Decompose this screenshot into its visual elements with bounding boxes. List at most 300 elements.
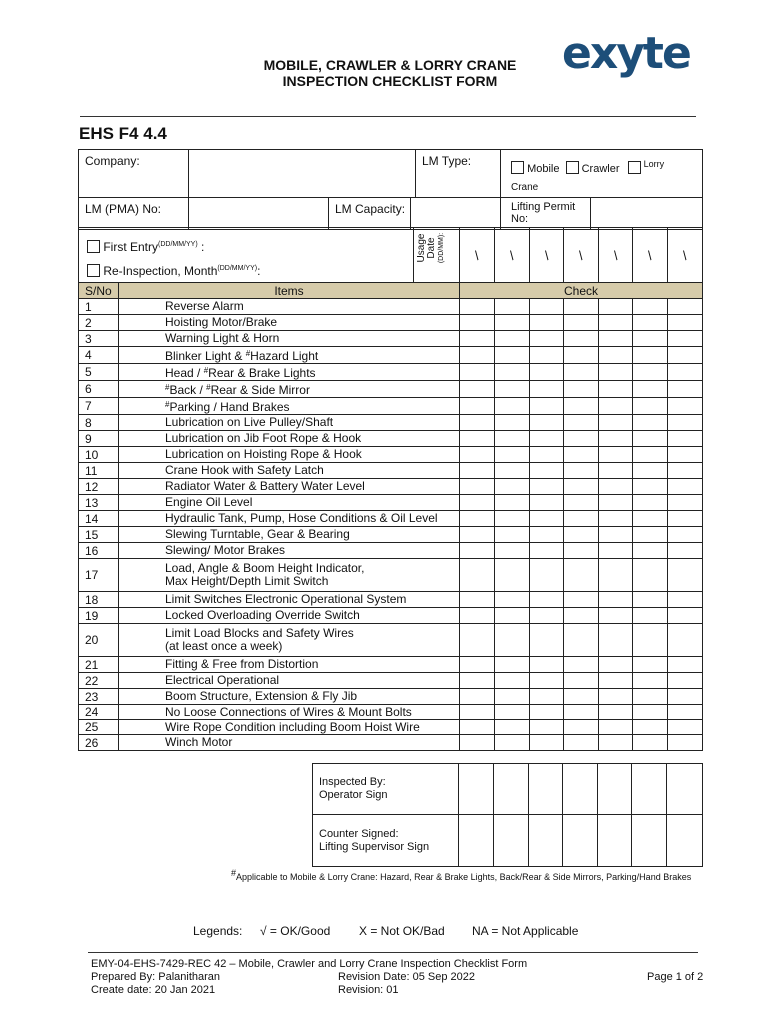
item-text: [119, 364, 460, 381]
check-cell[interactable]: [460, 673, 495, 689]
signature-cell[interactable]: [632, 764, 667, 815]
item-text: [119, 511, 460, 527]
prepared-by: Prepared By: Palanitharan: [91, 971, 221, 983]
check-cell[interactable]: [530, 347, 564, 364]
check-cell[interactable]: [599, 347, 633, 364]
usage-date-cell[interactable]: [460, 228, 495, 283]
checklist-row: [79, 689, 703, 705]
signature-cell[interactable]: [494, 815, 529, 867]
signature-cell[interactable]: [459, 815, 494, 867]
check-cell[interactable]: [460, 364, 495, 381]
check-cell[interactable]: [460, 735, 495, 751]
signature-cell[interactable]: [598, 764, 632, 815]
check-cell[interactable]: [495, 331, 530, 347]
item-number: 7: [79, 398, 119, 415]
mobile-option-label: Mobile: [527, 163, 560, 175]
check-cell[interactable]: [530, 735, 564, 751]
check-cell[interactable]: [530, 447, 564, 463]
check-cell[interactable]: [495, 624, 530, 657]
check-cell[interactable]: [564, 315, 599, 331]
check-cell[interactable]: [564, 415, 599, 431]
check-cell[interactable]: [633, 705, 668, 720]
item-text-line: Reverse Alarm: [165, 299, 244, 313]
check-cell[interactable]: [495, 705, 530, 720]
usage-date-slash: /: [541, 247, 552, 263]
check-cell[interactable]: [564, 479, 599, 495]
item-text-line: Fitting & Free from Distortion: [165, 657, 319, 671]
item-text: [119, 608, 460, 624]
check-cell[interactable]: [460, 398, 495, 415]
item-text-line: Hydraulic Tank, Pump, Hose Conditions & Oil Level: [165, 511, 438, 525]
check-cell[interactable]: [564, 592, 599, 608]
check-cell[interactable]: [668, 543, 703, 559]
checklist-row: [79, 527, 703, 543]
item-number: 24: [79, 705, 119, 720]
first-entry-label: First Entry: [103, 240, 159, 254]
check-cell[interactable]: [633, 463, 668, 479]
check-cell[interactable]: [530, 299, 564, 315]
item-number: 14: [79, 511, 119, 527]
check-cell[interactable]: [633, 720, 668, 735]
item-text: [119, 398, 460, 415]
check-cell[interactable]: [564, 331, 599, 347]
check-cell[interactable]: [460, 608, 495, 624]
check-cell[interactable]: [564, 735, 599, 751]
check-cell[interactable]: [495, 689, 530, 705]
signature-cell[interactable]: [494, 764, 529, 815]
sno-header: S/No: [79, 283, 119, 299]
note-mark: #: [231, 868, 237, 878]
check-cell[interactable]: [530, 495, 564, 511]
check-cell[interactable]: [633, 689, 668, 705]
usage-date-cell[interactable]: [668, 228, 703, 283]
check-cell[interactable]: [530, 398, 564, 415]
signature-cell[interactable]: [529, 764, 563, 815]
check-cell[interactable]: [633, 559, 668, 592]
crane-option-label: Crane: [511, 182, 539, 193]
item-number: 22: [79, 673, 119, 689]
check-cell[interactable]: [530, 705, 564, 720]
check-cell[interactable]: [530, 415, 564, 431]
check-cell[interactable]: [599, 415, 633, 431]
check-cell[interactable]: [599, 559, 633, 592]
check-cell[interactable]: [564, 495, 599, 511]
check-cell[interactable]: [460, 705, 495, 720]
check-cell[interactable]: [599, 735, 633, 751]
check-cell[interactable]: [495, 592, 530, 608]
check-cell[interactable]: [530, 673, 564, 689]
check-cell[interactable]: [633, 527, 668, 543]
check-cell[interactable]: [564, 299, 599, 315]
capacity-cell: [329, 198, 501, 230]
check-cell[interactable]: [668, 381, 703, 398]
check-cell[interactable]: [564, 431, 599, 447]
check-cell[interactable]: [460, 689, 495, 705]
signature-cell[interactable]: [632, 815, 667, 867]
item-text-line: Lubrication on Jib Foot Rope & Hook: [165, 431, 362, 445]
check-cell[interactable]: [530, 364, 564, 381]
check-cell[interactable]: [599, 299, 633, 315]
usage-date-cell[interactable]: [599, 228, 633, 283]
info-table: [78, 149, 703, 230]
check-cell[interactable]: [668, 415, 703, 431]
check-cell[interactable]: [633, 415, 668, 431]
check-cell[interactable]: [633, 543, 668, 559]
check-cell[interactable]: [599, 673, 633, 689]
checklist-row: [79, 673, 703, 689]
check-cell[interactable]: [633, 447, 668, 463]
check-cell[interactable]: [460, 479, 495, 495]
doc-reference: EMY-04-EHS-7429-REC 42 – Mobile, Crawler and Lorry Crane Inspection Checklist Form: [91, 958, 528, 970]
usage-date-slash: /: [644, 247, 656, 263]
item-text: [119, 299, 460, 315]
form-title-line2: INSPECTION CHECKLIST FORM: [282, 73, 498, 89]
check-cell[interactable]: [564, 463, 599, 479]
check-cell[interactable]: [633, 398, 668, 415]
check-cell[interactable]: [633, 381, 668, 398]
usage-date-cell[interactable]: [564, 228, 599, 283]
item-number: 6: [79, 381, 119, 398]
item-number: 12: [79, 479, 119, 495]
item-text-line: Head / #Rear & Brake Lights: [165, 366, 316, 380]
date-format-text: (DD/MM):: [438, 232, 446, 264]
header-divider: [80, 116, 696, 117]
check-cell[interactable]: [495, 527, 530, 543]
check-cell[interactable]: [460, 315, 495, 331]
crawler-checkbox[interactable]: [566, 161, 579, 174]
check-cell[interactable]: [495, 415, 530, 431]
check-cell[interactable]: [668, 495, 703, 511]
legend-not-ok: X = Not OK/Bad: [359, 924, 445, 938]
signature-cell[interactable]: [667, 815, 703, 867]
check-cell[interactable]: [599, 331, 633, 347]
permit-field[interactable]: [591, 198, 703, 230]
check-cell[interactable]: [460, 657, 495, 673]
check-cell[interactable]: [530, 543, 564, 559]
check-cell[interactable]: [668, 689, 703, 705]
check-cell[interactable]: [668, 398, 703, 415]
checklist-row: [79, 657, 703, 673]
form-code: EHS F4 4.4: [79, 124, 167, 143]
item-number: 13: [79, 495, 119, 511]
item-number: 2: [79, 315, 119, 331]
check-cell[interactable]: [530, 463, 564, 479]
item-number: 9: [79, 431, 119, 447]
checklist-table: [78, 227, 703, 751]
check-cell[interactable]: [460, 495, 495, 511]
check-cell[interactable]: [495, 479, 530, 495]
check-cell[interactable]: [599, 495, 633, 511]
check-cell[interactable]: [530, 689, 564, 705]
checklist-row: [79, 720, 703, 735]
check-cell[interactable]: [564, 543, 599, 559]
item-number: 19: [79, 608, 119, 624]
check-cell[interactable]: [564, 364, 599, 381]
lorry-checkbox[interactable]: [628, 161, 641, 174]
company-field[interactable]: [189, 150, 416, 198]
applicability-note: [231, 868, 691, 882]
check-cell[interactable]: [530, 511, 564, 527]
item-text-line: Wire Rope Condition including Boom Hoist Wire: [165, 719, 420, 734]
check-cell[interactable]: [530, 527, 564, 543]
check-cell[interactable]: [599, 511, 633, 527]
check-cell[interactable]: [599, 315, 633, 331]
check-cell[interactable]: [668, 608, 703, 624]
check-cell[interactable]: [633, 657, 668, 673]
checklist-row: [79, 511, 703, 527]
check-cell[interactable]: [668, 720, 703, 735]
usage-date-slash: /: [679, 247, 691, 263]
check-cell[interactable]: [564, 511, 599, 527]
check-cell[interactable]: [633, 624, 668, 657]
check-cell[interactable]: [495, 511, 530, 527]
create-date: Create date: 20 Jan 2021: [91, 984, 216, 996]
checklist-row: [79, 608, 703, 624]
check-cell[interactable]: [495, 657, 530, 673]
item-text-line: Limit Load Blocks and Safety Wires: [165, 626, 354, 640]
check-cell[interactable]: [599, 431, 633, 447]
check-cell[interactable]: [460, 624, 495, 657]
usage-date-cell[interactable]: [495, 228, 530, 283]
check-cell[interactable]: [668, 331, 703, 347]
check-cell[interactable]: [599, 463, 633, 479]
check-cell[interactable]: [495, 299, 530, 315]
item-text-line: Electrical Operational: [165, 673, 280, 687]
check-cell[interactable]: [460, 331, 495, 347]
check-cell[interactable]: [599, 592, 633, 608]
check-cell[interactable]: [599, 624, 633, 657]
check-cell[interactable]: [564, 624, 599, 657]
check-cell[interactable]: [460, 447, 495, 463]
check-cell[interactable]: [668, 347, 703, 364]
check-cell[interactable]: [599, 705, 633, 720]
signature-cell[interactable]: [563, 815, 598, 867]
check-cell[interactable]: [599, 608, 633, 624]
check-cell[interactable]: [668, 705, 703, 720]
check-cell[interactable]: [530, 657, 564, 673]
check-cell[interactable]: [633, 608, 668, 624]
check-cell[interactable]: [460, 299, 495, 315]
check-cell[interactable]: [495, 364, 530, 381]
check-cell[interactable]: [633, 347, 668, 364]
check-cell[interactable]: [668, 673, 703, 689]
check-cell[interactable]: [633, 479, 668, 495]
check-cell[interactable]: [460, 511, 495, 527]
capacity-field[interactable]: [411, 198, 500, 229]
item-number: 4: [79, 347, 119, 364]
check-cell[interactable]: [495, 559, 530, 592]
check-cell[interactable]: [599, 447, 633, 463]
check-cell[interactable]: [668, 479, 703, 495]
check-cell[interactable]: [495, 495, 530, 511]
check-cell[interactable]: [530, 624, 564, 657]
check-cell[interactable]: [460, 463, 495, 479]
check-cell[interactable]: [633, 673, 668, 689]
check-cell[interactable]: [530, 608, 564, 624]
check-cell[interactable]: [460, 347, 495, 364]
check-cell[interactable]: [495, 315, 530, 331]
check-cell[interactable]: [633, 364, 668, 381]
mobile-checkbox[interactable]: [511, 161, 524, 174]
item-number: 10: [79, 447, 119, 463]
check-cell[interactable]: [668, 299, 703, 315]
check-cell[interactable]: [495, 608, 530, 624]
signature-cell[interactable]: [667, 764, 703, 815]
crawler-option-label: Crawler: [581, 163, 620, 175]
check-cell[interactable]: [495, 347, 530, 364]
item-text-line: Radiator Water & Battery Water Level: [165, 479, 365, 493]
check-cell[interactable]: [460, 415, 495, 431]
check-cell[interactable]: [599, 657, 633, 673]
check-cell[interactable]: [599, 364, 633, 381]
check-cell[interactable]: [668, 431, 703, 447]
check-cell[interactable]: [668, 511, 703, 527]
item-text: [119, 381, 460, 398]
check-cell[interactable]: [668, 364, 703, 381]
check-cell[interactable]: [495, 735, 530, 751]
pma-field[interactable]: [189, 198, 329, 230]
check-cell[interactable]: [599, 398, 633, 415]
check-cell[interactable]: [495, 447, 530, 463]
checklist-row: [79, 495, 703, 511]
reinspection-label: Re-Inspection, Month: [103, 264, 218, 278]
check-cell[interactable]: [530, 592, 564, 608]
check-cell[interactable]: [564, 381, 599, 398]
check-cell[interactable]: [564, 705, 599, 720]
check-cell[interactable]: [633, 299, 668, 315]
item-number: 21: [79, 657, 119, 673]
checklist-row: [79, 347, 703, 364]
item-text-line: Slewing/ Motor Brakes: [165, 543, 286, 557]
item-number: 20: [79, 624, 119, 657]
check-cell[interactable]: [460, 720, 495, 735]
check-cell[interactable]: [495, 381, 530, 398]
first-entry-checkbox[interactable]: [87, 240, 100, 253]
usage-date-slash: /: [471, 247, 483, 263]
check-cell[interactable]: [564, 673, 599, 689]
check-cell[interactable]: [633, 592, 668, 608]
item-text-line: Hoisting Motor/Brake: [165, 315, 278, 329]
check-cell[interactable]: [495, 431, 530, 447]
signature-cell[interactable]: [529, 815, 563, 867]
check-cell[interactable]: [564, 657, 599, 673]
item-number: 16: [79, 543, 119, 559]
check-cell[interactable]: [599, 479, 633, 495]
check-cell[interactable]: [599, 381, 633, 398]
checklist-row: [79, 415, 703, 431]
check-cell[interactable]: [530, 331, 564, 347]
check-cell[interactable]: [599, 543, 633, 559]
check-cell[interactable]: [564, 689, 599, 705]
check-cell[interactable]: [564, 447, 599, 463]
check-cell[interactable]: [530, 559, 564, 592]
check-cell[interactable]: [530, 315, 564, 331]
check-cell[interactable]: [633, 495, 668, 511]
reinspection-checkbox[interactable]: [87, 264, 100, 277]
item-text: [119, 347, 460, 364]
check-cell[interactable]: [530, 381, 564, 398]
item-text: [119, 463, 460, 479]
check-cell[interactable]: [460, 431, 495, 447]
check-cell[interactable]: [668, 559, 703, 592]
item-text: [119, 735, 460, 751]
capacity-label: LM Capacity:: [329, 198, 411, 229]
check-cell[interactable]: [564, 527, 599, 543]
item-number: 15: [79, 527, 119, 543]
check-cell[interactable]: [668, 315, 703, 331]
check-cell[interactable]: [495, 398, 530, 415]
checklist-row: [79, 479, 703, 495]
check-cell[interactable]: [495, 543, 530, 559]
item-number: 8: [79, 415, 119, 431]
item-text: [119, 624, 460, 657]
item-text: [119, 431, 460, 447]
check-cell[interactable]: [460, 559, 495, 592]
check-cell[interactable]: [633, 735, 668, 751]
check-cell[interactable]: [460, 527, 495, 543]
check-cell[interactable]: [460, 381, 495, 398]
check-cell[interactable]: [599, 689, 633, 705]
signature-cell[interactable]: [563, 764, 598, 815]
check-cell[interactable]: [668, 447, 703, 463]
check-cell[interactable]: [633, 431, 668, 447]
check-cell[interactable]: [633, 315, 668, 331]
check-cell[interactable]: [668, 657, 703, 673]
check-cell[interactable]: [460, 543, 495, 559]
footer-divider: [88, 952, 698, 953]
legend-label: Legends:: [193, 924, 243, 938]
entry-cell: [79, 228, 414, 283]
check-cell[interactable]: [668, 592, 703, 608]
checklist-row: [79, 705, 703, 720]
check-cell[interactable]: [495, 720, 530, 735]
check-cell[interactable]: [530, 479, 564, 495]
check-cell[interactable]: [564, 608, 599, 624]
checklist-row: [79, 624, 703, 657]
lm-type-label: LM Type:: [416, 150, 501, 198]
check-cell[interactable]: [564, 720, 599, 735]
check-cell[interactable]: [668, 527, 703, 543]
check-cell[interactable]: [530, 431, 564, 447]
item-text: [119, 415, 460, 431]
item-text-line: Blinker Light & #Hazard Light: [165, 349, 319, 363]
check-cell[interactable]: [633, 331, 668, 347]
check-cell[interactable]: [668, 463, 703, 479]
lm-type-options: [501, 150, 703, 198]
usage-date-cell[interactable]: [530, 228, 564, 283]
item-text-line: Load, Angle & Boom Height Indicator,: [165, 561, 365, 575]
check-cell[interactable]: [599, 527, 633, 543]
item-text-line: Slewing Turntable, Gear & Bearing: [165, 527, 350, 541]
check-cell[interactable]: [495, 673, 530, 689]
check-cell[interactable]: [495, 463, 530, 479]
check-cell[interactable]: [460, 592, 495, 608]
check-cell[interactable]: [633, 511, 668, 527]
check-cell[interactable]: [564, 398, 599, 415]
check-cell[interactable]: [564, 559, 599, 592]
check-cell[interactable]: [668, 624, 703, 657]
check-cell[interactable]: [668, 735, 703, 751]
signature-cell[interactable]: [598, 815, 632, 867]
checklist-row: [79, 543, 703, 559]
signature-cell[interactable]: [459, 764, 494, 815]
check-cell[interactable]: [599, 720, 633, 735]
check-cell[interactable]: [530, 720, 564, 735]
usage-date-cell[interactable]: [633, 228, 668, 283]
item-text: [119, 673, 460, 689]
check-cell[interactable]: [564, 347, 599, 364]
item-text-line: Max Height/Depth Limit Switch: [165, 574, 329, 588]
